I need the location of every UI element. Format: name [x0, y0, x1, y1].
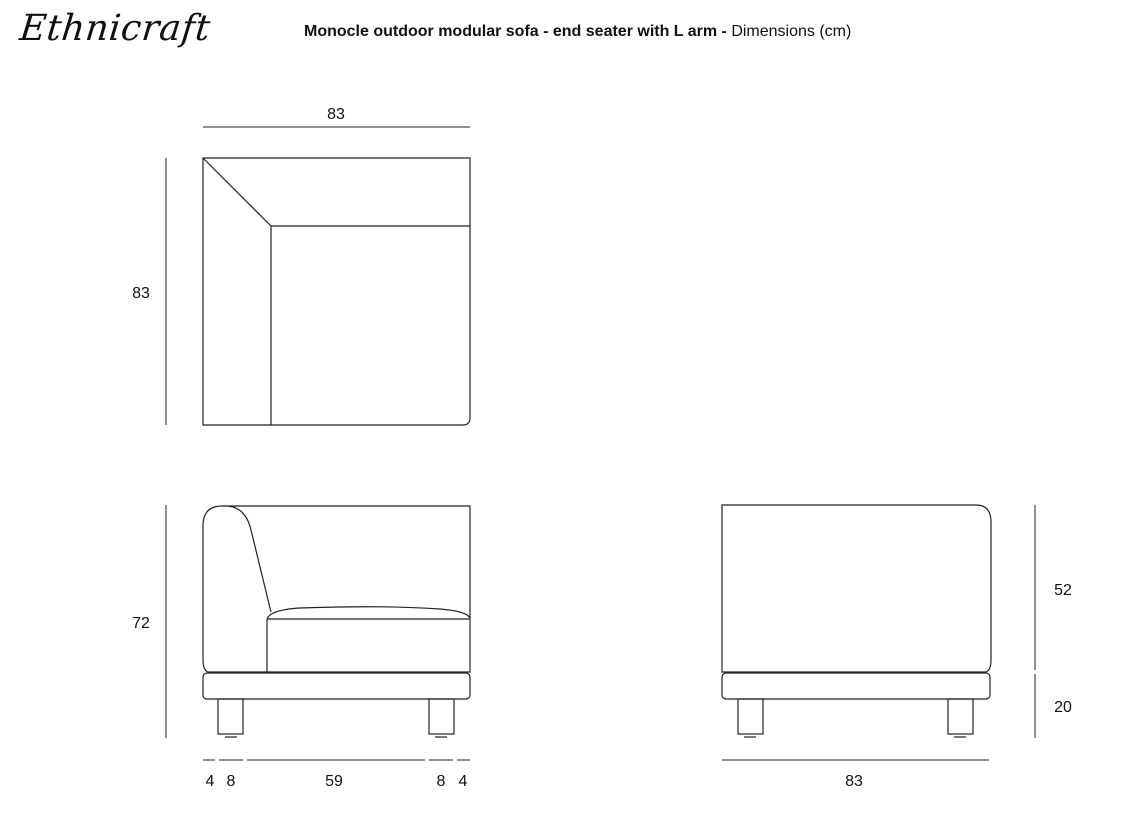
side-segment-label-3: 59: [325, 773, 343, 790]
side-segment-label-2: 8: [226, 773, 236, 790]
front-upper-height-label: 52: [1054, 582, 1072, 599]
side-view-back-cushion: [228, 506, 271, 612]
title-dimensions: Dimensions (cm): [731, 23, 852, 40]
side-view: [132, 505, 470, 790]
side-segment-label-5: 4: [458, 773, 468, 790]
front-base-height-label: 20: [1054, 699, 1072, 716]
front-view-leg-right: [948, 699, 973, 734]
side-segment-label-4: 8: [436, 773, 446, 790]
top-view-seat-edge: [271, 226, 470, 425]
top-depth-label: 83: [132, 285, 150, 302]
side-view-base: [203, 673, 470, 699]
side-segment-label-1: 4: [205, 773, 215, 790]
front-view-leg-left: [738, 699, 763, 734]
front-view-base: [722, 673, 990, 699]
top-view-corner-diagonal: [203, 158, 271, 226]
title-separator: -: [717, 23, 732, 40]
front-view-body: [722, 505, 991, 672]
front-width-label: 83: [845, 773, 863, 790]
top-width-label: 83: [327, 106, 345, 123]
side-view-body: [203, 506, 470, 672]
brand-logo: Ethnicraft: [17, 8, 213, 49]
side-view-leg-right: [429, 699, 454, 734]
side-view-seat-cushion: [267, 607, 470, 672]
title-product: Monocle outdoor modular sofa - end seater with L arm: [304, 23, 718, 40]
front-view: [722, 505, 1072, 790]
side-height-label: 72: [132, 615, 150, 632]
top-view: [132, 106, 470, 425]
side-view-leg-left: [218, 699, 243, 734]
